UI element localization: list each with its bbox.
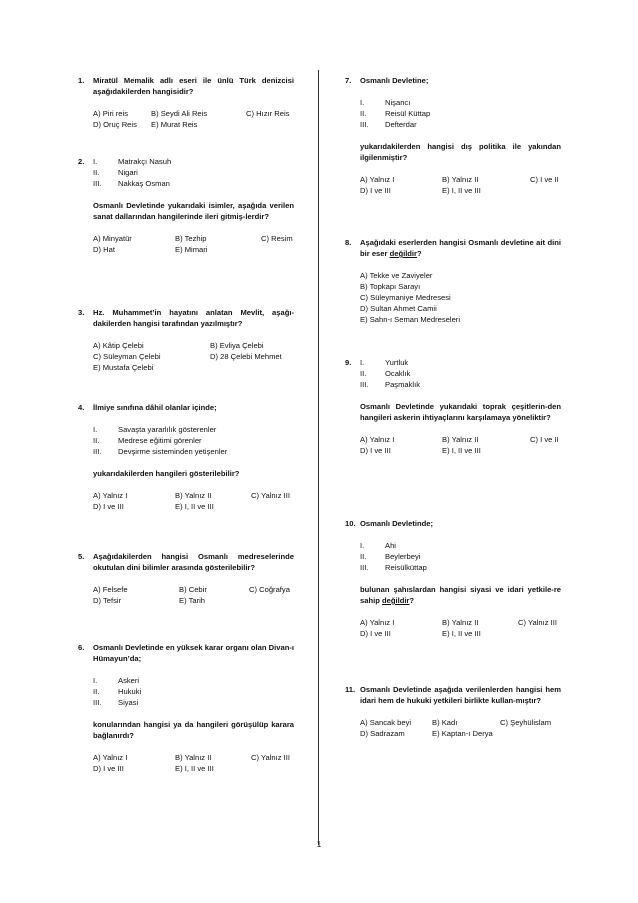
negation-word: değildir xyxy=(389,249,418,258)
option-b[interactable]: B) Yalnız II xyxy=(442,175,479,184)
list-item: Defterdar xyxy=(385,120,417,129)
option-b[interactable]: B) Tezhip xyxy=(175,234,207,243)
question-9 xyxy=(345,357,561,456)
roman-list xyxy=(93,156,294,189)
list-item: Nakkaş Osman xyxy=(118,179,170,188)
option-c[interactable]: C) Süleymaniye Medresesi xyxy=(360,293,451,302)
list-item: Paşmaklık xyxy=(385,380,421,389)
question-stem: İlmiye sınıfına dâhil olanlar içinde; xyxy=(93,403,217,412)
option-e[interactable]: E) I, II ve III xyxy=(442,186,481,195)
option-a[interactable]: A) Yalnız I xyxy=(93,753,128,762)
list-item-number: II. xyxy=(93,168,100,177)
roman-list xyxy=(360,97,561,130)
option-e[interactable]: E) Mustafa Çelebi xyxy=(93,363,154,372)
option-b[interactable]: B) Yalnız II xyxy=(175,491,212,500)
option-e[interactable]: E) I, II ve III xyxy=(175,502,214,511)
column-divider xyxy=(318,70,319,845)
question-stem: Osmanlı Devletinde en yüksek karar organı olan Divan-ı Hümayun’da; xyxy=(93,643,294,663)
option-a[interactable]: A) Yalnız I xyxy=(360,175,395,184)
question-11 xyxy=(345,684,561,739)
prompt-text: bulunan şahıslardan hangisi siyasi ve idari yetkile-re sahip xyxy=(360,585,561,605)
list-item-number: III. xyxy=(93,179,102,188)
option-c[interactable]: C) Yalnız III xyxy=(251,491,290,500)
option-d[interactable]: D) Tefsir xyxy=(93,596,122,605)
list-item: Reisülküttap xyxy=(385,563,427,572)
list-item-number: I. xyxy=(360,358,365,367)
question-mark: ? xyxy=(409,596,415,605)
question-4 xyxy=(78,402,294,512)
option-b[interactable]: B) Yalnız II xyxy=(442,435,479,444)
option-a[interactable]: A) Piri reis xyxy=(93,109,129,118)
option-a[interactable]: A) Yalnız I xyxy=(360,618,395,627)
list-item-number: I. xyxy=(93,425,98,434)
option-c[interactable]: C) Coğrafya xyxy=(249,585,290,594)
question-stem: Osmanlı Devletine; xyxy=(360,76,429,85)
option-e[interactable]: E) Murat Reis xyxy=(151,120,198,129)
option-b[interactable]: B) Topkapı Sarayı xyxy=(360,282,421,291)
question-prompt: konularından hangisi ya da hangileri görüşülüp karara bağlanırdı? xyxy=(93,720,294,740)
question-number: 2. xyxy=(78,157,85,166)
roman-list xyxy=(93,675,294,708)
list-item-number: I. xyxy=(93,157,98,166)
option-b[interactable]: B) Yalnız II xyxy=(442,618,479,627)
list-item-number: II. xyxy=(360,369,367,378)
option-d[interactable]: D) I ve III xyxy=(360,629,391,638)
option-d[interactable]: D) I ve III xyxy=(360,186,391,195)
question-5 xyxy=(78,551,294,606)
option-e[interactable]: E) I, II ve III xyxy=(175,764,214,773)
question-stem: Osmanlı Devletinde yukarıdaki toprak çeşitlerin-den hangileri askerin ihtiyaçlarını karşılamaya yöneliktir? xyxy=(360,402,561,422)
question-mark: ? xyxy=(417,249,422,258)
question-7 xyxy=(345,75,561,196)
question-10 xyxy=(345,518,561,639)
question-stem: Osmanlı Devletinde aşağıda verilenlerden hangisi hem idari hem de hukuki yetkileri birlikte kullan-mıştır? xyxy=(360,685,561,705)
question-number: 3. xyxy=(78,308,85,317)
question-1 xyxy=(78,75,294,130)
list-item: Matrakçı Nasuh xyxy=(118,157,172,166)
question-number: 9. xyxy=(345,358,352,367)
list-item: Nigari xyxy=(118,168,138,177)
question-number: 6. xyxy=(78,643,85,652)
question-stem: Osmanlı Devletinde yukarıdaki isimler, aşağıda verilen sanat dallarından hangilerinde ileri gitmiş-lerdir? xyxy=(93,201,294,221)
question-2 xyxy=(78,156,294,255)
question-6 xyxy=(78,642,294,774)
list-item: Siyasi xyxy=(118,698,139,707)
option-e[interactable]: E) Kaptan-ı Derya xyxy=(432,729,493,738)
roman-list xyxy=(360,357,561,390)
option-c[interactable]: C) Şeyhülislam xyxy=(500,718,552,727)
question-prompt: yukarıdakilerden hangisi dış politika ile yakından ilgilenmiştir? xyxy=(360,142,561,162)
option-a[interactable]: A) Sancak beyi xyxy=(360,718,412,727)
stem-text: Aşağıdaki eserlerden hangisi Osmanlı devletine ait dini bir eser xyxy=(360,238,561,258)
option-b[interactable]: B) Cebir xyxy=(179,585,207,594)
list-item: Ahi xyxy=(385,541,396,550)
option-d[interactable]: D) Oruç Reis xyxy=(93,120,137,129)
option-e[interactable]: E) Sahn-ı Seman Medreseleri xyxy=(360,315,461,324)
option-a[interactable]: A) Felsefe xyxy=(93,585,128,594)
list-item-number: III. xyxy=(93,447,102,456)
list-item-number: III. xyxy=(360,380,369,389)
option-c[interactable]: C) Süleyman Çelebi xyxy=(93,352,161,361)
option-a[interactable]: A) Tekke ve Zaviyeler xyxy=(360,271,433,280)
option-c[interactable]: C) Yalnız III xyxy=(518,618,557,627)
question-8 xyxy=(345,237,561,325)
question-stem xyxy=(360,237,561,259)
option-a[interactable]: A) Yalnız I xyxy=(360,435,395,444)
option-d[interactable]: D) Sultan Ahmet Camii xyxy=(360,304,437,313)
option-a[interactable]: A) Kâtip Çelebi xyxy=(93,341,144,350)
list-item-number: III. xyxy=(360,563,369,572)
option-c[interactable]: C) Resim xyxy=(261,234,293,243)
option-b[interactable]: B) Kadı xyxy=(432,718,458,727)
list-item: Beylerbeyi xyxy=(385,552,421,561)
question-number: 4. xyxy=(78,403,85,412)
option-d[interactable]: D) I ve III xyxy=(93,502,124,511)
option-c[interactable]: C) Yalnız III xyxy=(251,753,290,762)
list-item-number: I. xyxy=(360,541,365,550)
list-item-number: II. xyxy=(360,552,367,561)
question-number: 10. xyxy=(345,519,356,528)
question-number: 8. xyxy=(345,238,352,247)
option-c[interactable]: C) I ve II xyxy=(530,435,559,444)
question-3 xyxy=(78,307,294,373)
option-a[interactable]: A) Yalnız I xyxy=(93,491,128,500)
list-item: Medrese eğitimi görenler xyxy=(118,436,202,445)
option-d[interactable]: D) I ve III xyxy=(360,446,391,455)
option-d[interactable]: D) Hat xyxy=(93,245,115,254)
option-b[interactable]: B) Yalnız II xyxy=(175,753,212,762)
roman-list xyxy=(360,540,561,573)
question-stem: Aşağıdakilerden hangisi Osmanlı medreselerinde okutulan dini bilimler arasında gösterilebilir? xyxy=(93,552,294,572)
list-item-number: I. xyxy=(360,98,365,107)
list-item: Devşirme sisteminden yetişenler xyxy=(118,447,228,456)
option-b[interactable]: B) Seydi Ali Reis xyxy=(151,109,208,118)
option-e[interactable]: E) Tarih xyxy=(179,596,206,605)
option-e[interactable]: E) I, II ve III xyxy=(442,446,481,455)
question-prompt: yukarıdakilerden hangileri gösterilebilir? xyxy=(93,469,240,478)
question-stem: Osmanlı Devletinde; xyxy=(360,519,434,528)
list-item-number: III. xyxy=(93,698,102,707)
list-item-number: II. xyxy=(93,687,100,696)
option-c[interactable]: C) Hızır Reis xyxy=(246,109,290,118)
option-e[interactable]: E) Mimari xyxy=(175,245,208,254)
question-number: 7. xyxy=(345,76,352,85)
question-stem: Miratül Memalik adlı eseri ile ünlü Türk denizcisi aşağıdakilerden hangisidir? xyxy=(93,76,294,96)
list-item: Askeri xyxy=(118,676,140,685)
option-d[interactable]: D) 28 Çelebi Mehmet xyxy=(210,352,282,361)
list-item-number: II. xyxy=(93,436,100,445)
question-number: 1. xyxy=(78,76,85,85)
option-d[interactable]: D) Sadrazam xyxy=(360,729,405,738)
list-item-number: II. xyxy=(360,109,367,118)
question-prompt xyxy=(360,584,561,606)
option-c[interactable]: C) I ve II xyxy=(530,175,559,184)
option-e[interactable]: E) I, II ve III xyxy=(442,629,481,638)
list-item: Savaşta yararlılık gösterenler xyxy=(118,425,217,434)
list-item: Reisül Küttap xyxy=(385,109,431,118)
question-number: 11. xyxy=(345,685,356,694)
option-list xyxy=(360,270,561,325)
list-item: Hukuki xyxy=(118,687,142,696)
list-item: Yurtluk xyxy=(385,358,409,367)
option-d[interactable]: D) I ve III xyxy=(93,764,124,773)
option-b[interactable]: B) Evliya Çelebi xyxy=(210,341,264,350)
page-number: 1 xyxy=(316,840,322,849)
list-item-number: I. xyxy=(93,676,98,685)
option-a[interactable]: A) Minyatür xyxy=(93,234,132,243)
question-number: 5. xyxy=(78,552,85,561)
list-item-number: III. xyxy=(360,120,369,129)
list-item: Nişancı xyxy=(385,98,411,107)
negation-word: değildir xyxy=(381,596,410,605)
question-stem: Hz. Muhammet’in hayatını anlatan Mevlit, aşağı-dakilerden hangisi tarafından yazılmıştır? xyxy=(93,308,294,328)
roman-list xyxy=(93,424,294,457)
list-item: Ocaklık xyxy=(385,369,411,378)
